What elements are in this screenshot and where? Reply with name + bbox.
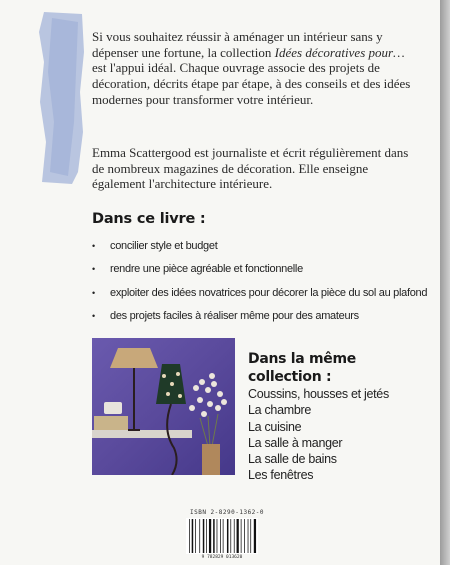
author-bio: Emma Scattergood est journaliste et écrit régulièrement dans de nombreux magazines de décoration. Elle enseigne également l'architecture intérieure.: [92, 145, 409, 192]
list-item: [92, 258, 427, 282]
in-this-book-title: Dans ce livre :: [92, 211, 206, 227]
intro-paragraph: [92, 29, 422, 108]
list-item-text: concilier style et budget: [110, 239, 218, 252]
series-name: Idées décoratives pour…: [274, 44, 405, 60]
decor-photo: [92, 338, 235, 475]
in-this-book-list: [92, 234, 427, 328]
barcode-icon: [186, 518, 258, 554]
list-item-text: des projets faciles à réaliser même pour des amateurs: [110, 310, 359, 323]
intro-text-2: est l'appui idéal. Chaque ouvrage associe des projets de décoration, décrits étape par étape, à des conseils et des idées modernes pour transformer votre intérieur.: [92, 60, 411, 107]
list-item: [92, 281, 427, 305]
list-item: [92, 305, 427, 329]
list-item: La salle de bains: [248, 452, 337, 467]
list-item: Coussins, housses et jetés: [248, 387, 389, 401]
same-collection-title-line1: Dans la même: [248, 351, 356, 367]
list-item: [92, 234, 427, 258]
bullet-icon: •: [92, 311, 95, 322]
page-edge: [440, 0, 450, 565]
list-item: La salle à manger: [248, 435, 343, 450]
list-item: La cuisine: [248, 419, 302, 434]
list-item-text: exploiter des idées novatrices pour décorer la pièce du sol au plafond: [110, 286, 428, 299]
same-collection-list: [248, 386, 389, 484]
blue-brush-stroke: [38, 12, 86, 184]
ean-number: 9 782829 013620: [201, 555, 243, 560]
same-collection-title-line2: collection :: [248, 369, 332, 385]
intro-text-1: Si vous souhaitez réussir à aménager un intérieur sans y dépenser une fortune, la collection: [92, 29, 383, 60]
list-item: Les fenêtres: [248, 468, 314, 483]
list-item-text: rendre une pièce agréable et fonctionnelle: [110, 263, 303, 276]
list-item: La chambre: [248, 403, 312, 418]
bullet-icon: •: [92, 264, 95, 275]
same-collection-title: [248, 350, 356, 386]
bullet-icon: •: [92, 240, 95, 251]
isbn-number: ISBN 2-8290-1362-0: [190, 509, 265, 516]
bullet-icon: •: [92, 287, 95, 298]
